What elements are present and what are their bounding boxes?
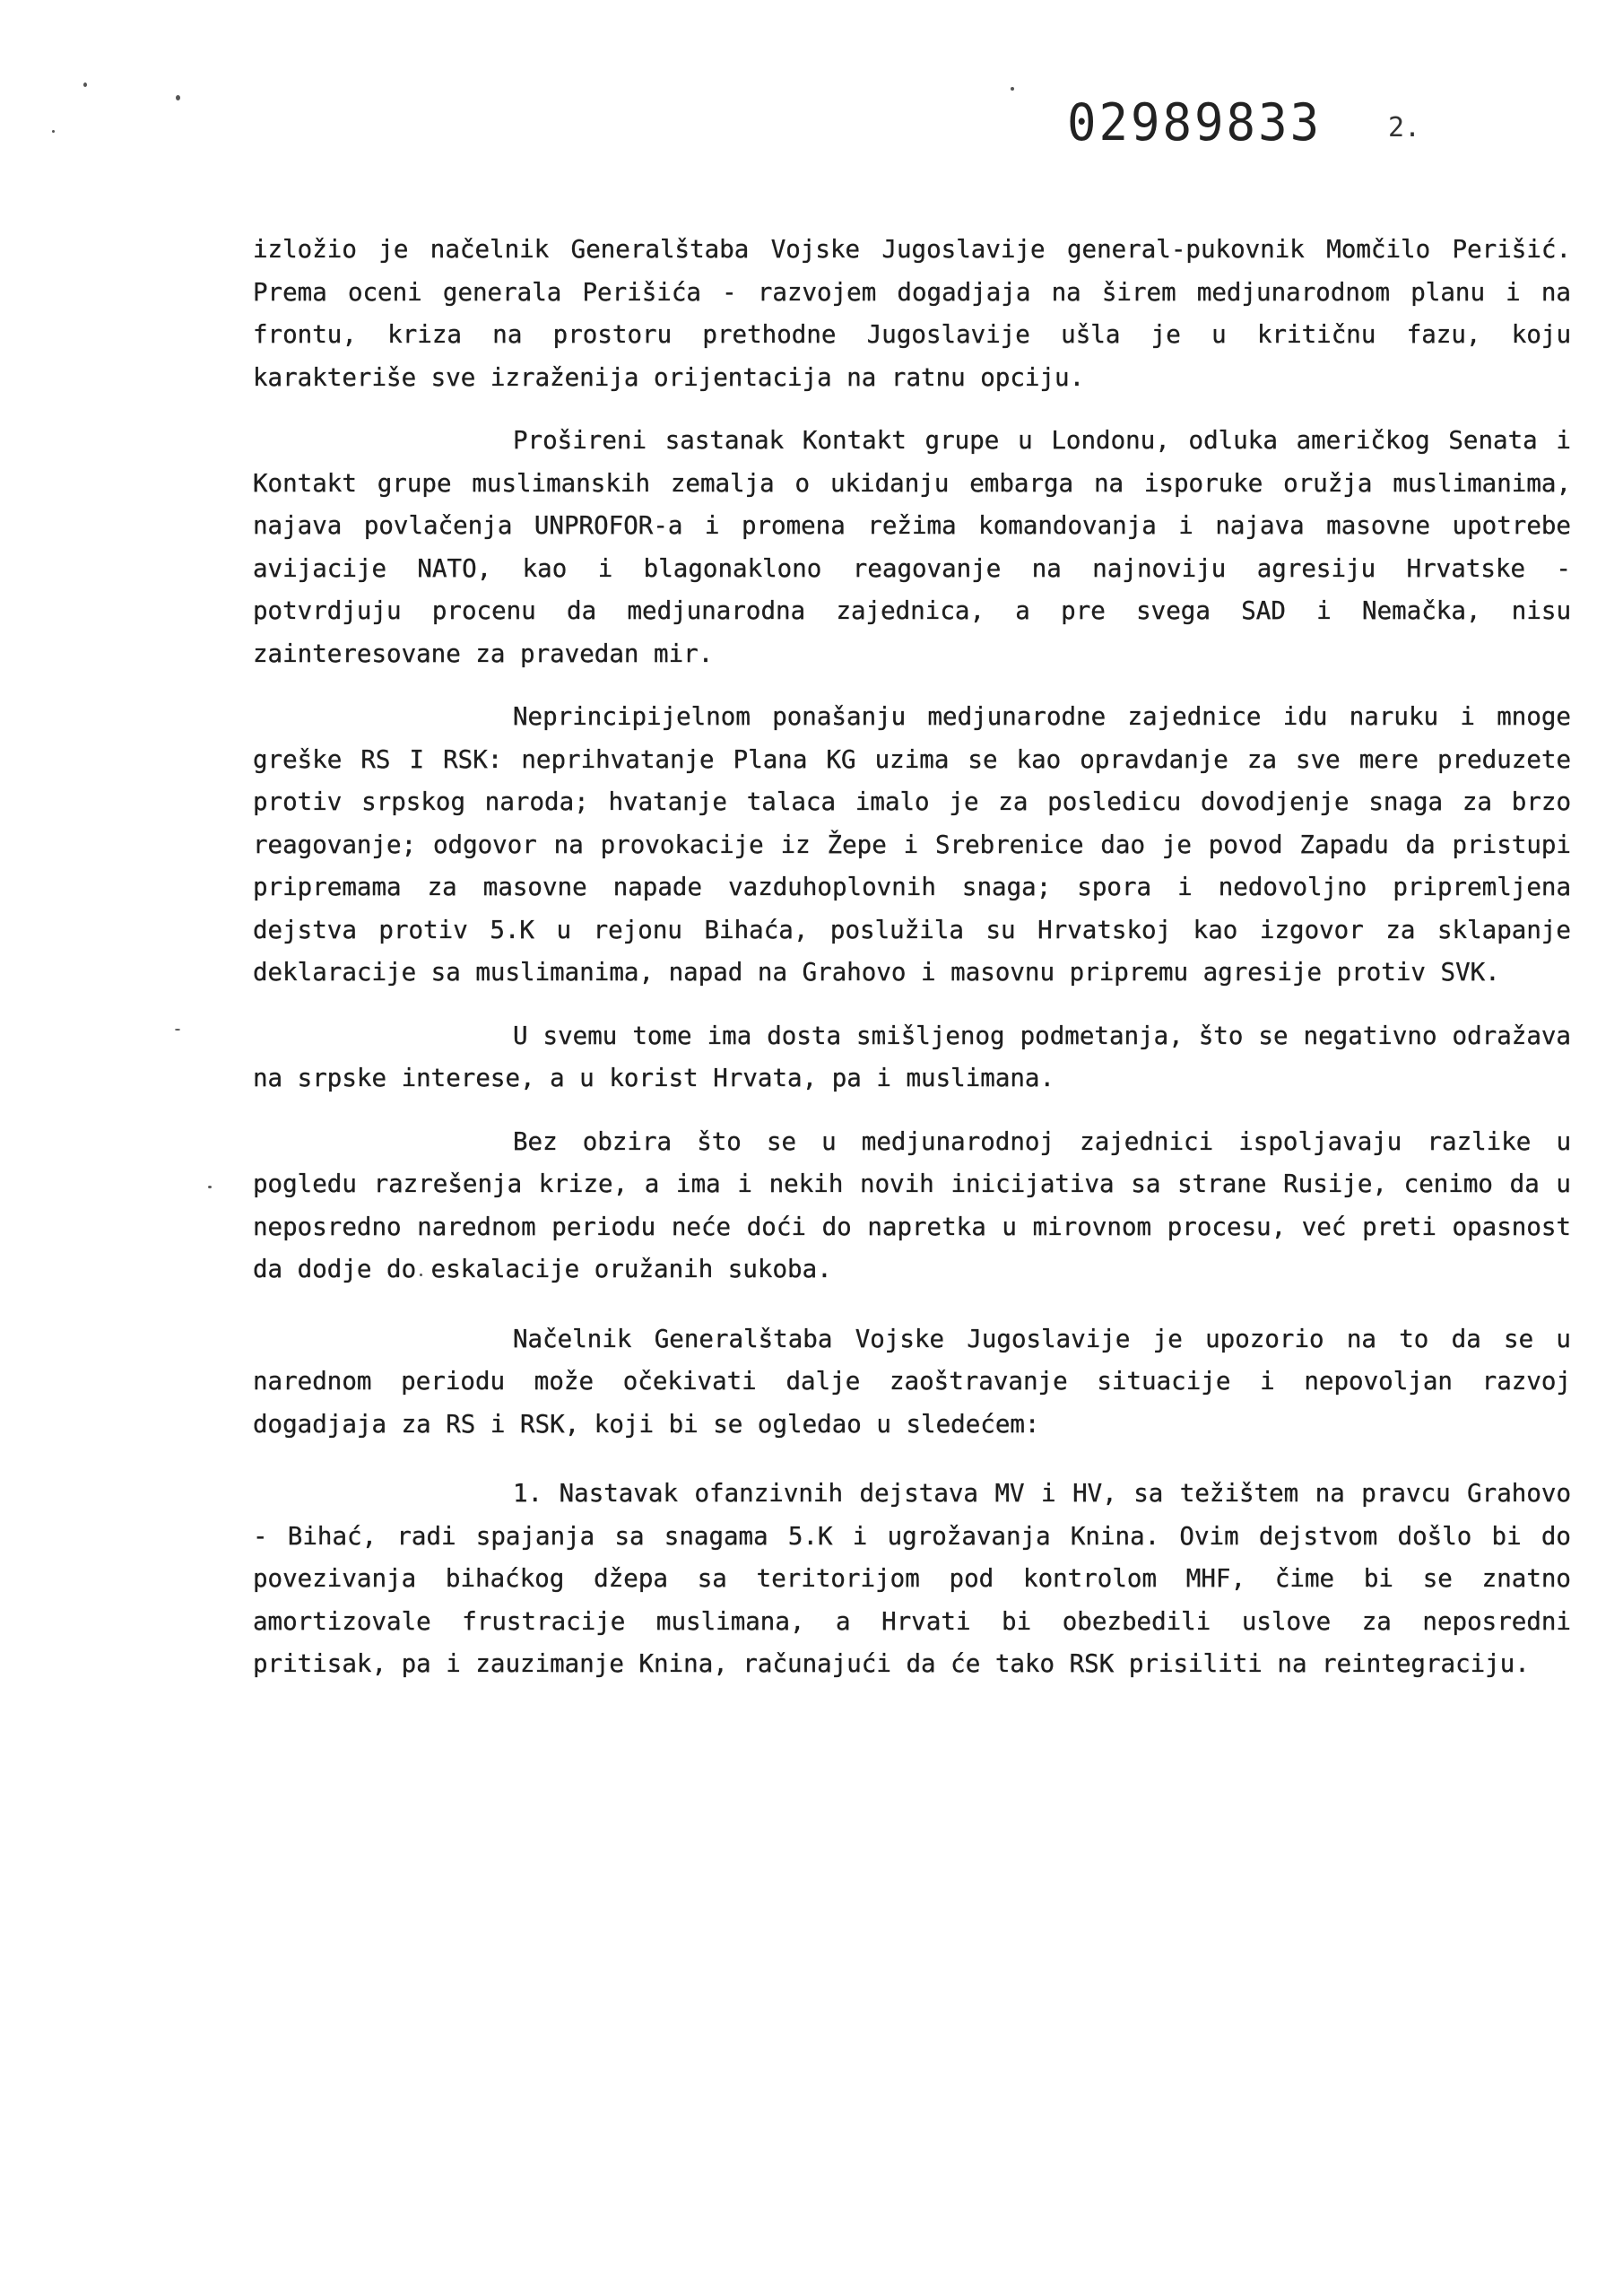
scan-speck xyxy=(52,130,55,133)
paragraph-4: U svemu tome ima dosta smišljenog podmetanja, što se negativno odražava na srpske interese, a u korist Hrvata, pa i muslimana. xyxy=(253,1021,1571,1092)
scan-speck xyxy=(208,1186,212,1188)
document-body xyxy=(253,229,1571,1686)
paragraph-3: Neprincipijelnom ponašanju medjunarodne zajednice idu naruku i mnoge greške RS I RSK: neprihvatanje Plana KG uzima se kao opravdanje za sve mere preduzete protiv srpskog naroda; hvatanje talaca imalo je za posledicu dovodjenje snaga za brzo reagovanje; odgovor na provokacije iz Žepe i Srebrenice dao je povod Zapadu da pristupi pripremama za masovne napade vazduhoplovnih snaga; spora i nedovoljno pripremljena dejstva protiv 5.K u rejonu Bihaća, poslužila su Hrvatskoj kao izgovor za sklapanje deklaracije sa muslimanima, napad na Grahovo i masovnu pripremu agresije protiv SVK. xyxy=(253,702,1571,987)
page-number: 2. xyxy=(1388,112,1421,144)
scan-speck xyxy=(176,95,180,100)
paragraph-5: Bez obzira što se u medjunarodnoj zajednici ispoljavaju razlike u pogledu razrešenja krize, a ima i nekih novih inicijativa sa strane Rusije, cenimo da u neposredno narednom periodu neće doći do napretka u mirovnom procesu, već preti opasnost da dodje do eskalacije oružanih sukoba. xyxy=(253,1126,1571,1283)
scan-speck xyxy=(1011,87,1014,91)
paragraph-1: izložio je načelnik Generalštaba Vojske Jugoslavije general-pukovnik Momčilo Perišić. Prema oceni generala Perišića - razvojem dogadjaja na širem medjunarodnom planu i na frontu, kriza na prostoru prethodne Jugoslavije ušla je u kritičnu fazu, koju karakteriše sve izraženija orijentacija na ratnu opciju. xyxy=(253,235,1571,392)
scan-speck xyxy=(175,1029,180,1031)
paragraph-2: Prošireni sastanak Kontakt grupe u Londonu, odluka američkog Senata i Kontakt grupe muslimanskih zemalja o ukidanju embarga na isporuke oružja muslimanima, najava povlačenja UNPROFOR-a i promena režima komandovanja i najava masovne upotrebe avijacije NATO, kao i blagonaklono reagovanje na najnoviju agresiju Hrvatske - potvrdjuju procenu da medjunarodna zajednica, a pre svega SAD i Nemačka, nisu zainteresovane za pravedan mir. xyxy=(253,426,1571,668)
paragraph-7-list-item-1: 1. Nastavak ofanzivnih dejstava MV i HV, sa težištem na pravcu Grahovo - Bihać, radi spajanja sa snagama 5.K i ugrožavanja Knina. Ovim dejstvom došlo bi do povezivanja bihaćkog džepa sa teritorijom pod kontrolom MHF, čime bi se znatno amortizovale frustracije muslimana, a Hrvati bi obezbedili uslove za neposredni pritisak, pa i zauzimanje Knina, računajući da će tako RSK prisiliti na reintegraciju. xyxy=(253,1479,1571,1678)
paragraph-6: Načelnik Generalštaba Vojske Jugoslavije je upozorio na to da se u narednom periodu može očekivati dalje zaoštravanje situacije i nepovoljan razvoj dogadjaja za RS i RSK, koji bi se ogledao u sledećem: xyxy=(253,1324,1571,1439)
scan-speck xyxy=(83,83,87,87)
document-number: 02989833 xyxy=(1067,92,1323,152)
